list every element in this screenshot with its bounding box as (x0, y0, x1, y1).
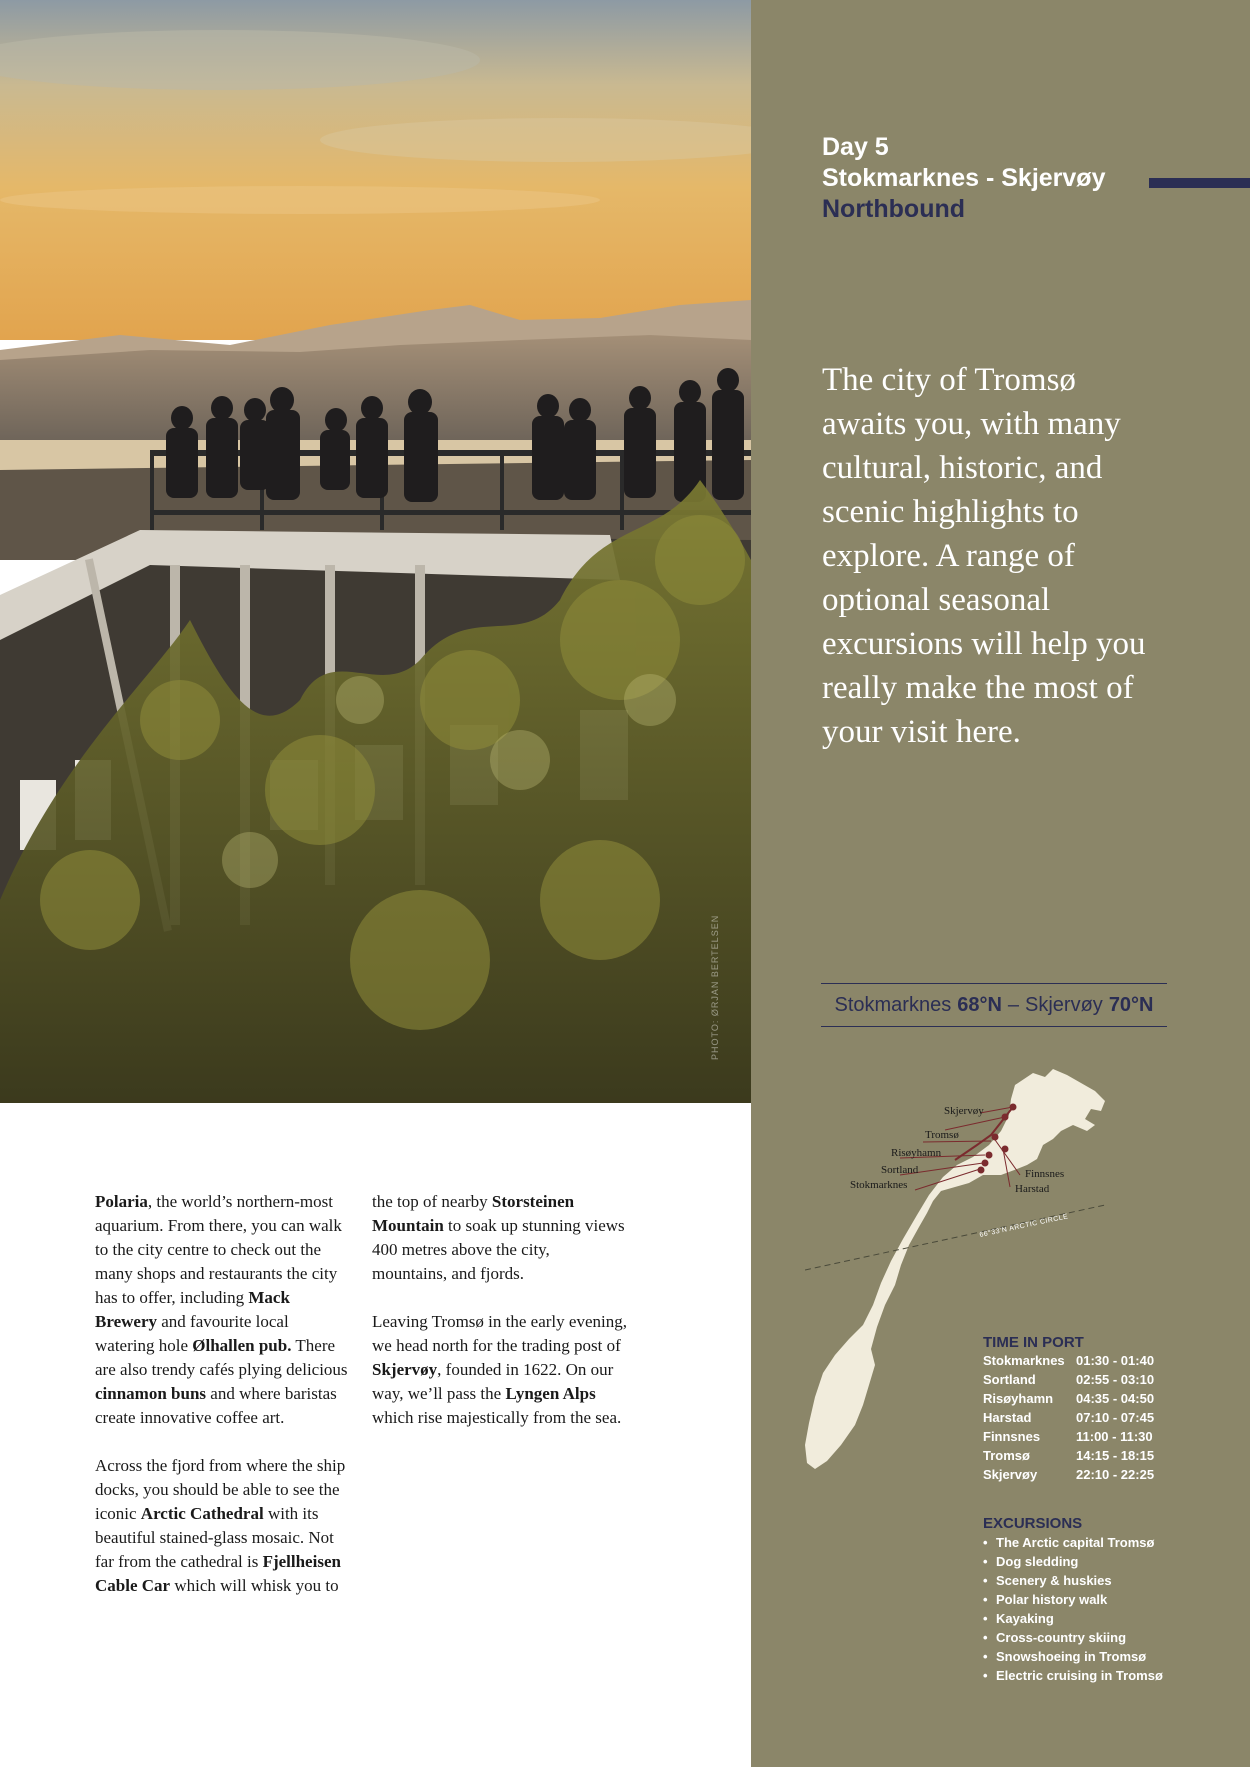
list-item (983, 1554, 1163, 1573)
excursion-label: The Arctic capital Tromsø (996, 1535, 1155, 1550)
excursions-title: EXCURSIONS (983, 1515, 1083, 1532)
table-row (983, 1467, 1172, 1486)
accent-bar (1149, 178, 1250, 188)
body-paragraph: Polaria, the world’s northern-most aquarium. From there, you can walk to the city centre to check out the many shops and restaurants the city has to offer, including Mack Brewery and favourite local watering hole Ølhallen pub. There are also trendy cafés plying delicious cinnamon buns and where baristas create innovative coffee art. (95, 1192, 348, 1427)
map-label-stokmarknes: Stokmarknes (850, 1179, 908, 1191)
bold-term: Lyngen Alps (505, 1384, 596, 1403)
latitude-from-value: 68°N (957, 993, 1002, 1016)
list-item (983, 1611, 1163, 1630)
port-name: Tromsø (983, 1448, 1030, 1463)
bullet-icon: • (983, 1573, 988, 1588)
port-time: 07:10 - 07:45 (1076, 1410, 1155, 1425)
table-row (983, 1353, 1172, 1372)
excursion-label: Snowshoeing in Tromsø (996, 1649, 1147, 1664)
bold-term: Ølhallen pub. (192, 1336, 292, 1355)
bold-term: Storsteinen Mountain (372, 1192, 575, 1235)
port-name: Skjervøy (983, 1467, 1038, 1482)
day-route: Stokmarknes - Skjervøy (822, 164, 1106, 192)
body-paragraph: Across the fjord from where the ship docks, you should be able to see the iconic Arctic Cathedral with its beautiful stained-glass mosaic. Not far from the cathedral is Fjellheisen Cable Car which will whisk you to (95, 1456, 346, 1595)
photo-credit: PHOTO: ØRJAN BERTELSEN (710, 914, 720, 1060)
list-item (983, 1668, 1163, 1687)
map-label-finnsnes: Finnsnes (1025, 1168, 1065, 1180)
list-item (983, 1573, 1163, 1592)
bold-term: Skjervøy (372, 1360, 438, 1379)
bold-term: Mack Brewery (95, 1288, 290, 1331)
list-item (983, 1592, 1163, 1611)
body-column-left (95, 1190, 350, 1622)
bullet-icon: • (983, 1535, 988, 1550)
excursion-label: Scenery & huskies (996, 1573, 1112, 1588)
excursion-label: Kayaking (996, 1611, 1054, 1626)
bold-term: Fjellheisen Cable Car (95, 1552, 341, 1595)
day-heading (822, 132, 1105, 225)
list-item (983, 1630, 1163, 1649)
port-time: 22:10 - 22:25 (1076, 1467, 1155, 1482)
list-item (983, 1535, 1163, 1554)
day-direction: Northbound (822, 195, 966, 223)
bold-term: cinnamon buns (95, 1384, 207, 1403)
body-column-right (372, 1190, 627, 1454)
latitude-to-value: 70°N (1108, 993, 1154, 1016)
hero-photo (0, 0, 751, 1103)
table-row (983, 1410, 1172, 1429)
bullet-icon: • (983, 1611, 988, 1626)
list-item (983, 1649, 1163, 1668)
port-time: 04:35 - 04:50 (1076, 1391, 1155, 1406)
bullet-icon: • (983, 1630, 988, 1645)
port-name: Sortland (983, 1372, 1036, 1387)
latitude-bar (821, 983, 1167, 1027)
port-name: Harstad (983, 1410, 1032, 1425)
body-paragraph: Leaving Tromsø in the early evening, we head north for the trading post of Skjervøy, founded in 1622. On our way, we’ll pass the Lyngen Alps which rise majestically from the sea. (372, 1312, 627, 1427)
port-dot-icon (992, 1134, 999, 1141)
map-label-harstad: Harstad (1015, 1183, 1050, 1195)
map-label-risoyhamn: Risøyhamn (891, 1147, 942, 1159)
port-dot-icon (1010, 1104, 1017, 1111)
excursions-list (983, 1535, 1163, 1687)
table-row (983, 1429, 1172, 1448)
latitude-dash: – (1007, 993, 1020, 1016)
port-time: 11:00 - 11:30 (1076, 1429, 1153, 1444)
port-dot-icon (982, 1160, 989, 1167)
excursion-label: Cross-country skiing (996, 1630, 1127, 1645)
bullet-icon: • (983, 1554, 988, 1569)
excursion-label: Polar history walk (996, 1592, 1108, 1607)
time-in-port-table (983, 1353, 1172, 1486)
excursion-label: Electric cruising in Tromsø (996, 1668, 1163, 1683)
bullet-icon: • (983, 1649, 988, 1664)
port-time: 01:30 - 01:40 (1076, 1353, 1155, 1368)
latitude-from-name: Stokmarknes (834, 993, 952, 1016)
port-dot-icon (1002, 1114, 1009, 1121)
pull-quote: The city of Tromsø awaits you, with many cultural, historic, and scenic highlights to explore. A range of optional seasonal excursions will help you really make the most of your visit here. (822, 362, 1146, 750)
port-time: 02:55 - 03:10 (1076, 1372, 1155, 1387)
time-in-port-title: TIME IN PORT (983, 1334, 1084, 1351)
table-row (983, 1448, 1172, 1467)
map-label-skjervoy: Skjervøy (944, 1105, 984, 1117)
table-row (983, 1372, 1172, 1391)
table-row (983, 1391, 1172, 1410)
bullet-icon: • (983, 1668, 988, 1683)
port-dot-icon (1002, 1146, 1009, 1153)
bullet-icon: • (983, 1592, 988, 1607)
map-label-sortland: Sortland (881, 1164, 919, 1176)
port-name: Risøyhamn (983, 1391, 1054, 1406)
port-name: Stokmarknes (983, 1353, 1065, 1368)
body-paragraph: the top of nearby Storsteinen Mountain to soak up stunning views 400 metres above the city, mountains, and fjords. (372, 1192, 625, 1283)
port-time: 14:15 - 18:15 (1076, 1448, 1155, 1463)
day-number: Day 5 (822, 133, 889, 161)
port-name: Finnsnes (983, 1429, 1041, 1444)
port-dot-icon (978, 1167, 985, 1174)
bold-term: Arctic Cathedral (140, 1504, 264, 1523)
excursion-label: Dog sledding (996, 1554, 1079, 1569)
arctic-circle-label: 66°33'N ARCTIC CIRCLE (978, 1213, 1069, 1239)
latitude-to-name: Skjervøy (1025, 993, 1103, 1016)
bold-term: Polaria (95, 1192, 148, 1211)
port-dot-icon (986, 1152, 993, 1159)
map-label-tromso: Tromsø (925, 1129, 959, 1141)
